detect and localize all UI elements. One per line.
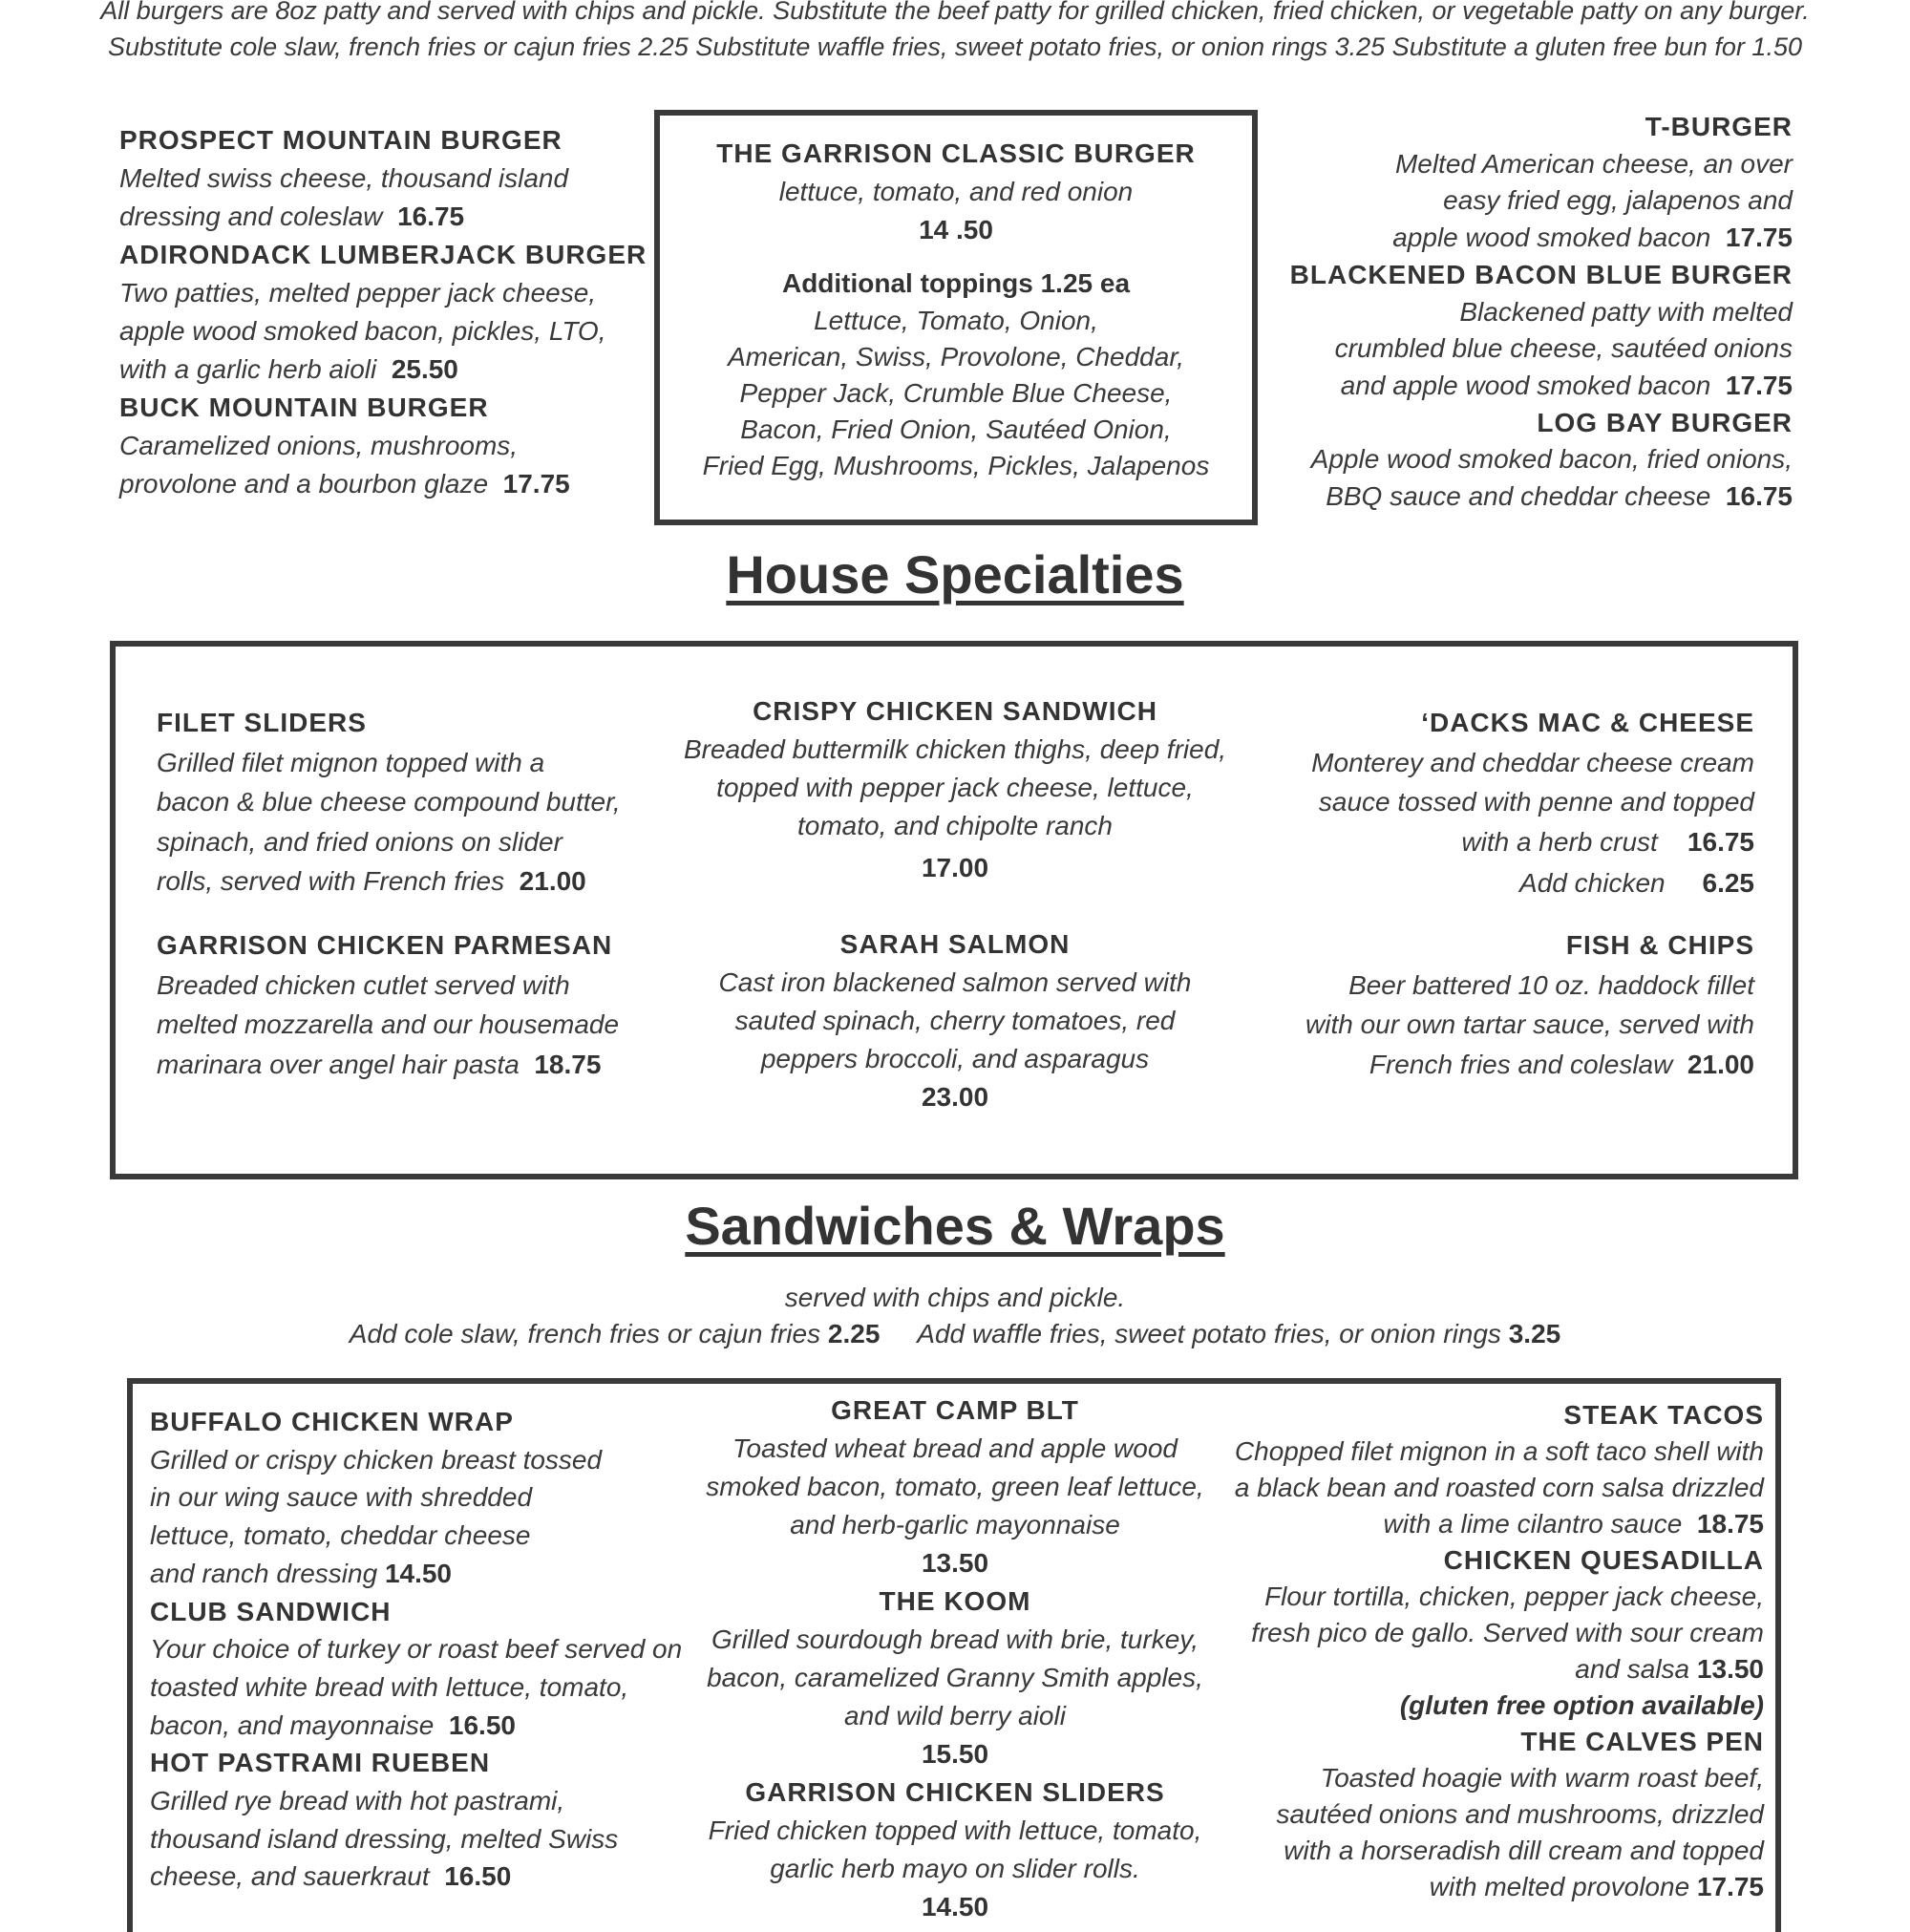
item-desc: Blackened patty with melted xyxy=(1459,296,1793,327)
item-desc: provolone and a bourbon glaze xyxy=(119,469,489,499)
sandwich-note-3-price: 3.25 xyxy=(1508,1319,1561,1348)
item-name: BUCK MOUNTAIN BURGER xyxy=(119,393,489,422)
item-name: LOG BAY BURGER xyxy=(1537,407,1793,437)
sandwich-note-3: Add waffle fries, sweet potato fries, or onion rings xyxy=(917,1319,1501,1348)
item-desc: smoked bacon, tomato, green leaf lettuce, xyxy=(706,1472,1204,1501)
toppings-line: Lettuce, Tomato, Onion, xyxy=(814,306,1098,335)
toppings-line: Pepper Jack, Crumble Blue Cheese, xyxy=(739,378,1173,408)
item-desc: Your choice of turkey or roast beef served on xyxy=(150,1634,683,1665)
menu-item-prospect-mountain-burger xyxy=(119,121,647,236)
item-name: ‘DACKS MAC & CHEESE xyxy=(1421,708,1754,737)
item-price: 17.75 xyxy=(1725,370,1793,400)
item-desc: with a lime cilantro sauce xyxy=(1383,1509,1683,1539)
menu-item-buffalo-chicken-wrap xyxy=(150,1403,682,1593)
toppings-line: American, Swiss, Provolone, Cheddar, xyxy=(728,342,1184,372)
item-name: THE GARRISON CLASSIC BURGER xyxy=(716,138,1196,168)
item-name: FISH & CHIPS xyxy=(1565,930,1754,960)
item-price: 25.50 xyxy=(391,354,458,384)
item-desc: with melted provolone xyxy=(1429,1872,1690,1901)
menu-item-sarah-salmon xyxy=(611,925,1299,1116)
item-desc: Caramelized onions, mushrooms, xyxy=(119,431,519,460)
menu-item-the-calves-pen xyxy=(1235,1724,1764,1905)
burger-note-1: All burgers are 8oz patty and served with chips and pickle. Substitute the beef patty for grilled chicken, fried chicken, or vegetable patty on any burger. xyxy=(100,0,1810,25)
item-desc: Toasted hoagie with warm roast beef, xyxy=(1320,1763,1764,1793)
item-price: 13.50 xyxy=(921,1548,989,1578)
item-desc: with our own tartar sauce, served with xyxy=(1305,1009,1754,1039)
item-desc: peppers broccoli, and asparagus xyxy=(760,1044,1150,1073)
menu-item-chicken-quesadilla xyxy=(1235,1542,1764,1724)
section-title-text: Sandwiches & Wraps xyxy=(685,1196,1225,1256)
item-name: BUFFALO CHICKEN WRAP xyxy=(150,1407,514,1436)
item-desc: thousand island dressing, melted Swiss xyxy=(150,1823,619,1854)
sandwiches-center-column xyxy=(668,1391,1242,1926)
sandwiches-right-column xyxy=(1235,1397,1764,1905)
item-desc: crumbled blue cheese, sautéed onions xyxy=(1334,333,1793,364)
item-desc: Grilled filet mignon topped with a xyxy=(157,747,545,777)
item-desc: apple wood smoked bacon, pickles, LTO, xyxy=(119,316,606,346)
menu-item-the-koom xyxy=(668,1582,1242,1773)
item-name: CLUB SANDWICH xyxy=(150,1596,392,1626)
item-desc: a black bean and roasted corn salsa drizzled xyxy=(1234,1473,1764,1502)
menu-item-chicken-parmesan xyxy=(157,925,619,1084)
item-price: 16.75 xyxy=(397,202,465,231)
addon-price: 6.25 xyxy=(1702,868,1754,898)
sandwich-note-1: served with chips and pickle. xyxy=(784,1283,1126,1312)
sandwiches-left-column xyxy=(150,1403,682,1896)
item-price: 18.75 xyxy=(1696,1509,1764,1539)
item-desc: spinach, and fried onions on slider xyxy=(157,826,562,857)
item-desc: and wild berry aioli xyxy=(844,1701,1066,1730)
item-name: HOT PASTRAMI RUEBEN xyxy=(150,1748,491,1778)
item-price: 14.50 xyxy=(384,1558,453,1588)
item-desc: tomato, and chipolte ranch xyxy=(797,811,1113,840)
item-price: 16.50 xyxy=(444,1861,512,1892)
item-price: 17.75 xyxy=(1696,1872,1764,1901)
item-desc: Grilled sourdough bread with brie, turkey, xyxy=(711,1624,1199,1654)
item-price: 21.00 xyxy=(1687,1049,1754,1079)
item-name: GREAT CAMP BLT xyxy=(831,1395,1079,1425)
item-desc: with a horseradish dill cream and topped xyxy=(1284,1836,1764,1865)
item-desc: Cast iron blackened salmon served with xyxy=(718,967,1192,997)
item-name: PROSPECT MOUNTAIN BURGER xyxy=(119,125,562,155)
item-name: BLACKENED BACON BLUE BURGER xyxy=(1289,259,1793,289)
item-desc: and ranch dressing xyxy=(150,1558,378,1588)
item-desc: sauce tossed with penne and topped xyxy=(1318,787,1754,817)
item-desc: and salsa xyxy=(1575,1654,1690,1684)
item-desc: toasted white bread with lettuce, tomato, xyxy=(150,1671,629,1702)
item-price: 18.75 xyxy=(534,1049,602,1079)
item-desc: rolls, served with French fries xyxy=(157,866,505,896)
item-name: GARRISON CHICKEN SLIDERS xyxy=(745,1777,1165,1807)
menu-item-log-bay-burger xyxy=(1290,405,1793,516)
item-desc: fresh pico de gallo. Served with sour cream xyxy=(1251,1618,1764,1647)
burgers-left-column xyxy=(119,121,647,503)
sandwich-note-2-price: 2.25 xyxy=(827,1319,881,1348)
item-desc: cheese, and sauerkraut xyxy=(150,1861,430,1892)
item-name: THE CALVES PEN xyxy=(1520,1727,1764,1756)
item-name: CHICKEN QUESADILLA xyxy=(1443,1545,1764,1575)
item-desc: Two patties, melted pepper jack cheese, xyxy=(119,278,597,308)
section-title-text: House Specialties xyxy=(726,544,1184,605)
item-desc: Monterey and cheddar cheese cream xyxy=(1311,747,1754,777)
burgers-right-column xyxy=(1290,109,1793,516)
item-desc: Breaded chicken cutlet served with xyxy=(157,969,570,1000)
house-specialties-title xyxy=(0,544,1910,605)
item-desc: French fries and coleslaw xyxy=(1369,1049,1673,1079)
item-desc: apple wood smoked bacon xyxy=(1392,223,1711,253)
item-desc: bacon, caramelized Granny Smith apples, xyxy=(707,1663,1203,1692)
item-name: SARAH SALMON xyxy=(839,929,1071,959)
item-desc: Fried chicken topped with lettuce, tomato, xyxy=(708,1815,1202,1845)
item-name: CRISPY CHICKEN SANDWICH xyxy=(753,696,1157,726)
item-price: 16.75 xyxy=(1725,481,1793,512)
menu-item-adirondack-lumberjack-burger xyxy=(119,236,647,389)
item-desc: melted mozzarella and our housemade xyxy=(157,1009,620,1039)
sandwich-note-2: Add cole slaw, french fries or cajun fries xyxy=(349,1319,821,1348)
menu-item-hot-pastrami-rueben xyxy=(150,1744,682,1896)
item-desc: Melted American cheese, an over xyxy=(1394,148,1793,179)
item-desc: bacon, and mayonnaise xyxy=(150,1709,435,1740)
menu-item-dacks-mac-cheese xyxy=(1311,703,1754,903)
item-desc: garlic herb mayo on slider rolls. xyxy=(770,1854,1140,1883)
item-desc: BBQ sauce and cheddar cheese xyxy=(1326,481,1711,512)
addon-label: Add chicken xyxy=(1519,868,1666,898)
item-desc: Grilled or crispy chicken breast tossed xyxy=(150,1444,603,1475)
item-price: 16.50 xyxy=(448,1709,516,1740)
item-desc: easy fried egg, jalapenos and xyxy=(1443,185,1793,216)
item-name: ADIRONDACK LUMBERJACK BURGER xyxy=(119,240,647,269)
item-price: 16.75 xyxy=(1687,826,1754,857)
toppings-line: Bacon, Fried Onion, Sautéed Onion, xyxy=(740,414,1172,444)
gluten-free-note: (gluten free option available) xyxy=(1399,1690,1764,1720)
item-price: 17.75 xyxy=(1725,223,1793,253)
item-name: STEAK TACOS xyxy=(1563,1400,1764,1430)
item-desc: Chopped filet mignon in a soft taco shell with xyxy=(1234,1436,1764,1466)
menu-item-fish-chips xyxy=(1305,925,1754,1084)
item-name: THE KOOM xyxy=(879,1586,1031,1616)
item-price: 17.00 xyxy=(921,853,989,882)
item-name: T-BURGER xyxy=(1645,112,1793,141)
item-desc: Melted swiss cheese, thousand island xyxy=(119,163,569,193)
menu-item-buck-mountain-burger xyxy=(119,389,647,503)
sandwich-notes xyxy=(0,1280,1910,1352)
item-price: 14.50 xyxy=(921,1892,989,1921)
menu-item-garrison-chicken-sliders xyxy=(668,1773,1242,1926)
item-desc: Breaded buttermilk chicken thighs, deep fried, xyxy=(683,734,1227,764)
menu-item-filet-sliders xyxy=(157,703,621,902)
item-price: 17.75 xyxy=(502,469,570,499)
item-desc: Flour tortilla, chicken, pepper jack cheese, xyxy=(1264,1582,1764,1611)
menu-item-crispy-chicken-sandwich xyxy=(611,692,1299,887)
item-desc: lettuce, tomato, cheddar cheese xyxy=(150,1520,531,1551)
burger-notes xyxy=(0,0,1910,65)
item-desc: marinara over angel hair pasta xyxy=(157,1049,520,1079)
menu-item-blackened-bacon-blue-burger xyxy=(1290,257,1793,405)
item-desc: Apple wood smoked bacon, fried onions, xyxy=(1310,444,1793,475)
item-price: 13.50 xyxy=(1696,1654,1764,1684)
item-price: 23.00 xyxy=(921,1082,989,1112)
item-name: FILET SLIDERS xyxy=(157,708,367,737)
item-desc: sautéed onions and mushrooms, drizzled xyxy=(1276,1799,1764,1829)
burger-note-2: Substitute cole slaw, french fries or cajun fries 2.25 Substitute waffle fries, sweet potato fries, or onion rings 3.25 Substitute a gluten free bun for 1.50 xyxy=(108,32,1802,61)
menu-item-club-sandwich xyxy=(150,1593,682,1745)
menu-item-steak-tacos xyxy=(1235,1397,1764,1542)
item-price: 21.00 xyxy=(519,866,586,896)
item-name: GARRISON CHICKEN PARMESAN xyxy=(157,930,613,960)
item-price: 14 .50 xyxy=(919,215,993,244)
toppings-title: Additional toppings 1.25 ea xyxy=(781,268,1131,298)
item-desc: Grilled rye bread with hot pastrami, xyxy=(150,1786,565,1816)
item-desc: Beer battered 10 oz. haddock fillet xyxy=(1348,969,1754,1000)
item-desc: topped with pepper jack cheese, lettuce, xyxy=(716,773,1194,802)
menu-item-t-burger xyxy=(1290,109,1793,257)
item-desc: lettuce, tomato, and red onion xyxy=(778,177,1134,206)
item-desc: sauted spinach, cherry tomatoes, red xyxy=(734,1006,1176,1035)
sandwiches-wraps-title xyxy=(0,1196,1910,1257)
item-desc: dressing and coleslaw xyxy=(119,202,383,231)
menu-item-great-camp-blt xyxy=(668,1391,1242,1582)
item-desc: bacon & blue cheese compound butter, xyxy=(157,787,621,817)
item-price: 15.50 xyxy=(921,1739,989,1769)
item-desc: with a garlic herb aioli xyxy=(119,354,377,384)
item-desc: in our wing sauce with shredded xyxy=(150,1482,533,1513)
item-desc: and apple wood smoked bacon xyxy=(1340,370,1711,400)
menu-item-classic-burger xyxy=(660,135,1252,484)
toppings-line: Fried Egg, Mushrooms, Pickles, Jalapenos xyxy=(702,451,1210,480)
item-desc: with a herb crust xyxy=(1461,826,1658,857)
item-desc: and herb-garlic mayonnaise xyxy=(790,1510,1120,1539)
item-desc: Toasted wheat bread and apple wood xyxy=(732,1433,1178,1463)
